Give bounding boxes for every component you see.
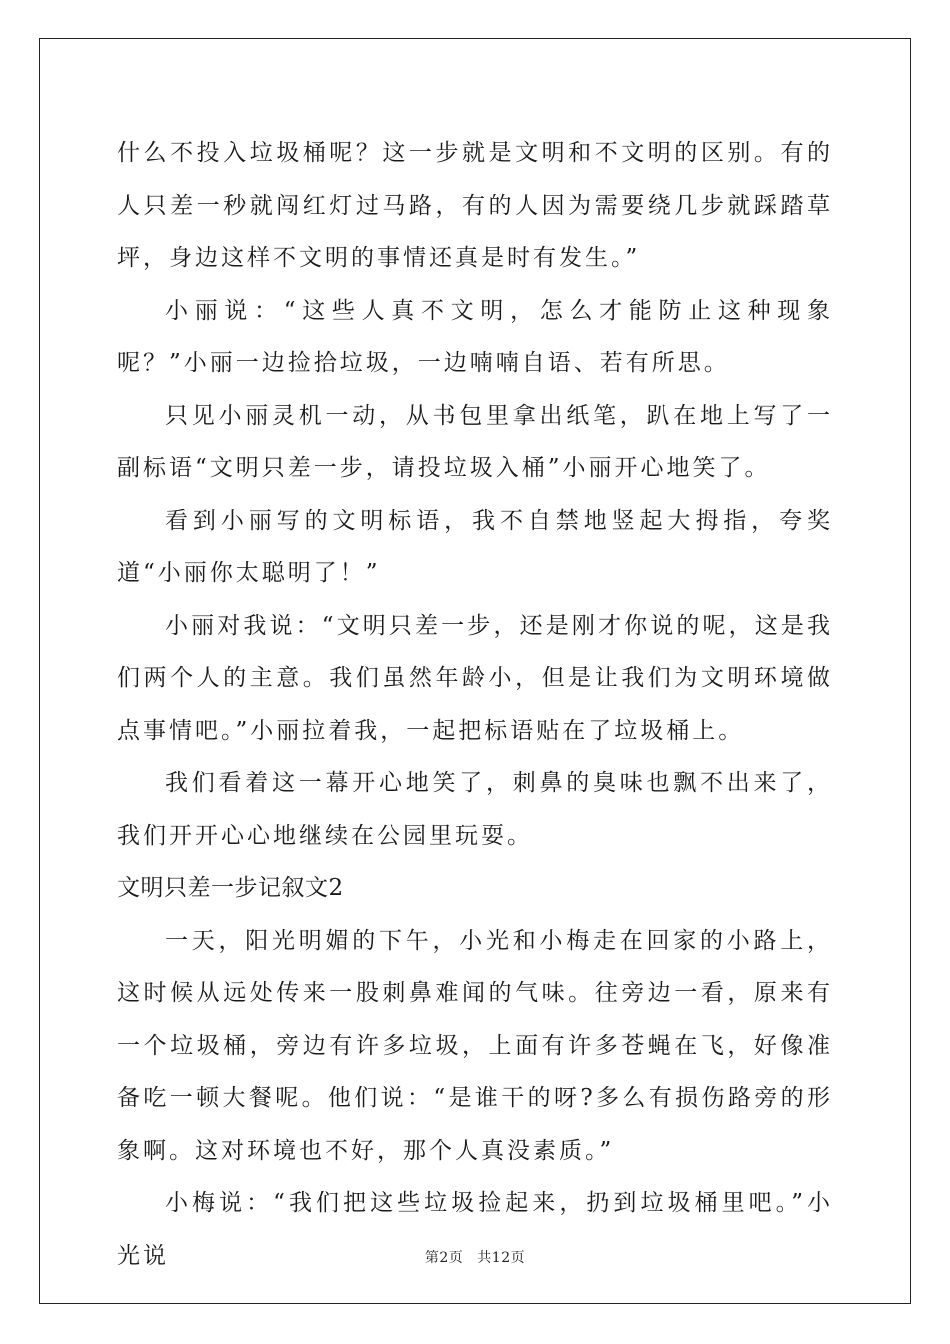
paragraph-3: 只见小丽灵机一动，从书包里拿出纸笔，趴在地上写了一副标语“文明只差一步，请投垃圾入桶”小丽开心地笑了。 (117, 402, 833, 481)
paragraph-6: 我们看着这一幕开心地笑了，刺鼻的臭味也飘不出来了，我们开开心心地继续在公园里玩耍。 (117, 770, 833, 849)
total-pages: 共12页 (477, 1250, 526, 1266)
paragraph-1: 什么不投入垃圾桶呢？这一步就是文明和不文明的区别。有的人只差一秒就闯红灯过马路，有的人因为需要绕几步就踩踏草坪，身边这样不文明的事情还真是时有发生。” (117, 140, 833, 271)
page-number: 第2页 (424, 1250, 464, 1266)
page-footer (0, 1247, 950, 1267)
paragraph-7: 一天，阳光明媚的下午，小光和小梅走在回家的小路上，这时候从远处传来一股刺鼻难闻的气味。往旁边一看，原来有一个垃圾桶，旁边有许多垃圾，上面有许多苍蝇在飞，好像准备吃一顿大餐呢。他们说：“是谁干的呀?多么有损伤路旁的形象啊。这对环境也不好，那个人真没素质。” (117, 927, 833, 1164)
section-heading: 文明只差一步记叙文2 (117, 875, 344, 901)
paragraph-8: 小梅说：“我们把这些垃圾捡起来，扔到垃圾桶里吧。”小光说 (117, 1190, 833, 1269)
paragraph-2: 小丽说：“这些人真不文明，怎么才能防止这种现象呢？”小丽一边捡拾垃圾，一边喃喃自语、若有所思。 (117, 297, 833, 376)
paragraph-5: 小丽对我说：“文明只差一步，还是刚才你说的呢，这是我们两个人的主意。我们虽然年龄小，但是让我们为文明环境做点事情吧。”小丽拉着我，一起把标语贴在了垃圾桶上。 (117, 612, 833, 744)
paragraph-4: 看到小丽写的文明标语，我不自禁地竖起大拇指，夸奖道“小丽你太聪明了！” (117, 507, 833, 586)
document-body (117, 127, 833, 1282)
